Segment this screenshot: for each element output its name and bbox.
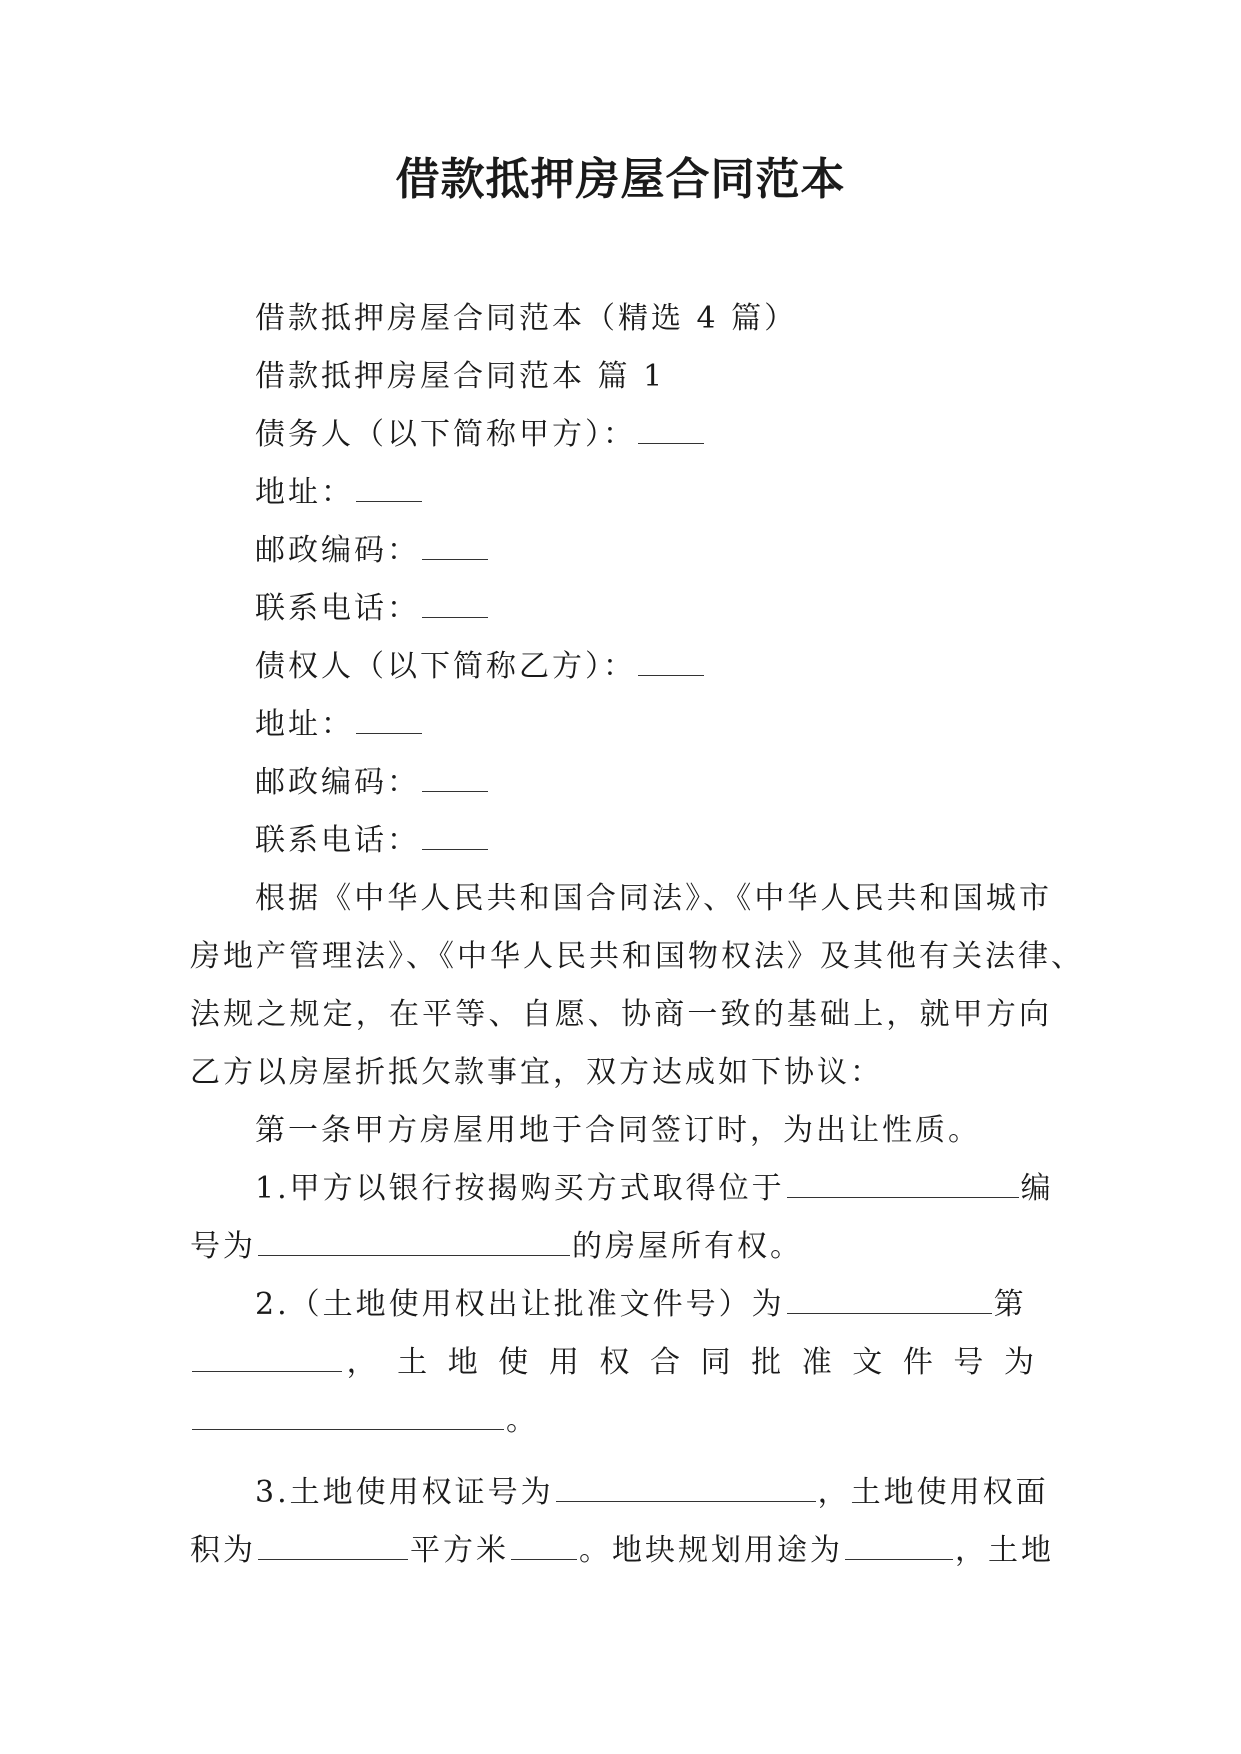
paragraph-line: 乙方以房屋折抵欠款事宜，双方达成如下协议： (190, 1055, 883, 1090)
clause-1-line: 号为 的房屋所有权。 (190, 1218, 1052, 1276)
blank-field (192, 1337, 342, 1372)
blank-field (638, 409, 704, 444)
debtor-address-line: 地址： (190, 464, 1052, 522)
clause-3-line: 积为 平方米 。地块规划用途为 ，土地 (190, 1522, 1052, 1580)
debtor-postcode-line: 邮政编码： (190, 522, 1052, 580)
document-title: 借款抵押房屋合同范本 (395, 154, 846, 205)
clause-2-line: 2.（土地使用权出让批准文件号）为 第 (190, 1276, 1052, 1334)
section-heading: 借款抵押房屋合同范本 篇 1 (255, 359, 666, 394)
blank-field (192, 1395, 504, 1430)
clause-1-line: 1.甲方以银行按揭购买方式取得位于 编 (190, 1160, 1052, 1218)
article-one-line: 第一条甲方房屋用地于合同签订时，为出让性质。 (255, 1113, 981, 1148)
subtitle-line: 借款抵押房屋合同范本（精选 4 篇） (255, 301, 798, 336)
blank-field (258, 1525, 408, 1560)
creditor-postcode-line: 邮政编码： (190, 754, 1052, 812)
debtor-phone-line: 联系电话： (190, 580, 1052, 638)
blank-field (422, 525, 488, 560)
blank-field (422, 815, 488, 850)
document-body (190, 290, 1084, 1580)
paragraph-line: 根据《中华人民共和国合同法》、《中华人民共和国城市 (255, 881, 1052, 916)
paragraph-line: 法规之规定，在平等、自愿、协商一致的基础上，就甲方向 (190, 997, 1052, 1032)
paragraph-line: 房地产管理法》、《中华人民共和国物权法》及其他有关法律、 (190, 939, 1084, 974)
clause-2-line: 。 (190, 1392, 1052, 1450)
creditor-address-line: 地址： (190, 696, 1052, 754)
creditor-line: 债权人（以下简称乙方）： (190, 638, 1052, 696)
blank-field (258, 1221, 570, 1256)
blank-field (556, 1467, 816, 1502)
clause-3-line: 3.土地使用权证号为 ，土地使用权面 (190, 1464, 1052, 1522)
blank-field (422, 757, 488, 792)
blank-field (356, 467, 422, 502)
blank-field (638, 641, 704, 676)
blank-field (356, 699, 422, 734)
blank-field (787, 1279, 992, 1314)
blank-field (787, 1163, 1019, 1198)
clause-2-line: ，土地使用权合同批准文件号为 (190, 1334, 1052, 1392)
debtor-line: 债务人（以下简称甲方）： (190, 406, 1052, 464)
creditor-phone-line: 联系电话： (190, 812, 1052, 870)
blank-field (845, 1525, 953, 1560)
blank-field (511, 1525, 577, 1560)
blank-field (422, 583, 488, 618)
